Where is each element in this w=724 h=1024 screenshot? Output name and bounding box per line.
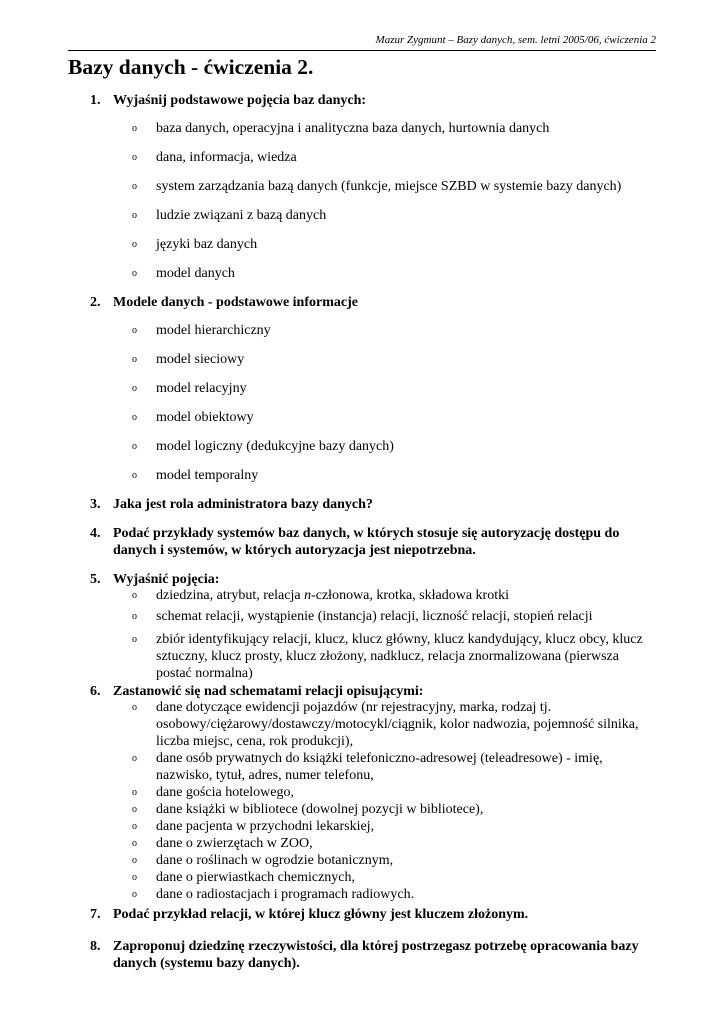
page-title: Bazy danych - ćwiczenia 2. bbox=[68, 55, 314, 79]
question-text: Zastanowić się nad schematami relacji opisującymi: bbox=[113, 684, 424, 699]
question-text: Zaproponuj dziedzinę rzeczywistości, dla której postrzegasz potrzebę opracowania bazy danych (systemu bazy danych). bbox=[113, 939, 639, 971]
list-item bbox=[132, 852, 652, 869]
bullet-icon: o bbox=[132, 753, 137, 764]
question-2-items bbox=[132, 322, 652, 496]
list-item bbox=[132, 149, 652, 166]
question-6-items bbox=[132, 699, 652, 903]
bullet-icon: o bbox=[132, 354, 137, 365]
item-text: dane pacjenta w przychodni lekarskiej, bbox=[156, 819, 375, 834]
question-text: Wyjaśnić pojęcia: bbox=[113, 572, 220, 587]
list-item bbox=[132, 835, 652, 852]
item-text: dane osób prywatnych do książki telefoniczno-adresowej (teleadresowe) - imię, nazwisko, tytuł, adres, numer telefonu, bbox=[156, 751, 603, 783]
question-1 bbox=[90, 92, 650, 109]
item-text: model danych bbox=[156, 266, 235, 281]
bullet-icon: o bbox=[132, 325, 137, 336]
bullet-icon: o bbox=[132, 872, 137, 883]
question-3 bbox=[90, 496, 650, 513]
bullet-icon: o bbox=[132, 634, 137, 645]
item-text: dane książki w bibliotece (dowolnej pozycji w bibliotece), bbox=[156, 802, 484, 817]
question-7 bbox=[90, 906, 650, 923]
item-text: dana, informacja, wiedza bbox=[156, 150, 297, 165]
item-text-emphasis: n bbox=[304, 588, 312, 603]
question-4 bbox=[90, 525, 650, 559]
bullet-icon: o bbox=[132, 383, 137, 394]
bullet-icon: o bbox=[132, 821, 137, 832]
item-text: model relacyjny bbox=[156, 381, 247, 396]
bullet-icon: o bbox=[132, 210, 137, 221]
list-item bbox=[132, 120, 652, 137]
item-text: dane gościa hotelowego, bbox=[156, 785, 295, 800]
bullet-icon: o bbox=[132, 804, 137, 815]
item-text: zbiór identyfikujący relacji, klucz, klucz główny, klucz kandydujący, klucz obcy, klucz sztuczny, klucz prosty, klucz złożony, nadklucz, relacja znormalizowana (pierwsza postać normalna) bbox=[156, 632, 643, 681]
question-5 bbox=[90, 571, 650, 588]
question-text: Wyjaśnij podstawowe pojęcia baz danych: bbox=[113, 93, 367, 108]
list-item bbox=[132, 818, 652, 835]
item-text: baza danych, operacyjna i analityczna baza danych, hurtownia danych bbox=[156, 121, 550, 136]
question-number: 1. bbox=[90, 93, 101, 108]
question-text: Podać przykład relacji, w której klucz główny jest kluczem złożonym. bbox=[113, 907, 529, 922]
question-number: 2. bbox=[90, 295, 101, 310]
list-item bbox=[132, 886, 652, 903]
bullet-icon: o bbox=[132, 590, 137, 601]
question-number: 5. bbox=[90, 572, 101, 587]
item-text-part: dziedzina, atrybut, relacja bbox=[156, 588, 305, 603]
bullet-icon: o bbox=[132, 441, 137, 452]
question-1-items bbox=[132, 120, 652, 294]
item-text: dane o zwierzętach w ZOO, bbox=[156, 836, 313, 851]
item-text: model sieciowy bbox=[156, 352, 245, 367]
question-number: 4. bbox=[90, 526, 101, 541]
bullet-icon: o bbox=[132, 838, 137, 849]
question-text: Jaka jest rola administratora bazy danych? bbox=[113, 497, 373, 512]
bullet-icon: o bbox=[132, 152, 137, 163]
list-item bbox=[132, 380, 652, 397]
question-5-items bbox=[132, 587, 652, 686]
list-item bbox=[132, 322, 652, 339]
item-text: model logiczny (dedukcyjne bazy danych) bbox=[156, 439, 394, 454]
bullet-icon: o bbox=[132, 181, 137, 192]
item-text: dane o pierwiastkach chemicznych, bbox=[156, 870, 356, 885]
item-text: dane o roślinach w ogrodzie botanicznym, bbox=[156, 853, 394, 868]
list-item bbox=[132, 236, 652, 253]
list-item bbox=[132, 631, 652, 682]
bullet-icon: o bbox=[132, 470, 137, 481]
item-text: model obiektowy bbox=[156, 410, 254, 425]
header-rule bbox=[68, 50, 656, 51]
item-text: dane dotyczące ewidencji pojazdów (nr rejestracyjny, marka, rodzaj tj. osobowy/ciężarowy/dostawczy/motocykl/ciągnik, kolor nadwozia, pojemność silnika, liczba miejsc, cena, rok produkcji), bbox=[156, 700, 639, 749]
question-8 bbox=[90, 938, 650, 972]
header-note: Mazur Zygmunt – Bazy danych, sem. letni 2005/06, ćwiczenia 2 bbox=[375, 34, 656, 46]
list-item bbox=[132, 750, 652, 784]
list-item bbox=[132, 801, 652, 818]
item-text: ludzie związani z bazą danych bbox=[156, 208, 327, 223]
question-number: 7. bbox=[90, 907, 101, 922]
list-item bbox=[132, 178, 652, 195]
list-item bbox=[132, 608, 652, 625]
question-number: 3. bbox=[90, 497, 101, 512]
question-number: 8. bbox=[90, 939, 101, 954]
bullet-icon: o bbox=[132, 787, 137, 798]
item-text: schemat relacji, wystąpienie (instancja) relacji, liczność relacji, stopień relacji bbox=[156, 609, 593, 624]
question-text: Modele danych - podstawowe informacje bbox=[113, 295, 358, 310]
list-item bbox=[132, 438, 652, 455]
question-number: 6. bbox=[90, 684, 101, 699]
item-text: dane o radiostacjach i programach radiowych. bbox=[156, 887, 415, 902]
bullet-icon: o bbox=[132, 702, 137, 713]
question-2 bbox=[90, 294, 650, 311]
bullet-icon: o bbox=[132, 268, 137, 279]
bullet-icon: o bbox=[132, 611, 137, 622]
list-item bbox=[132, 784, 652, 801]
item-text: system zarządzania bazą danych (funkcje, miejsce SZBD w systemie bazy danych) bbox=[156, 179, 622, 194]
list-item bbox=[132, 265, 652, 282]
item-text: model hierarchiczny bbox=[156, 323, 271, 338]
item-text-part: -członowa, krotka, składowa krotki bbox=[311, 588, 509, 603]
list-item bbox=[132, 869, 652, 886]
item-text: model temporalny bbox=[156, 468, 259, 483]
list-item bbox=[132, 587, 652, 604]
question-text: Podać przykłady systemów baz danych, w których stosuje się autoryzację dostępu do danych i systemów, w których autoryzacja jest niepotrzebna. bbox=[113, 526, 620, 558]
item-text bbox=[156, 588, 509, 603]
bullet-icon: o bbox=[132, 889, 137, 900]
bullet-icon: o bbox=[132, 855, 137, 866]
list-item bbox=[132, 351, 652, 368]
bullet-icon: o bbox=[132, 239, 137, 250]
list-item bbox=[132, 409, 652, 426]
list-item bbox=[132, 699, 652, 750]
item-text: języki baz danych bbox=[156, 237, 258, 252]
bullet-icon: o bbox=[132, 123, 137, 134]
list-item bbox=[132, 467, 652, 484]
question-6 bbox=[90, 683, 650, 700]
bullet-icon: o bbox=[132, 412, 137, 423]
list-item bbox=[132, 207, 652, 224]
